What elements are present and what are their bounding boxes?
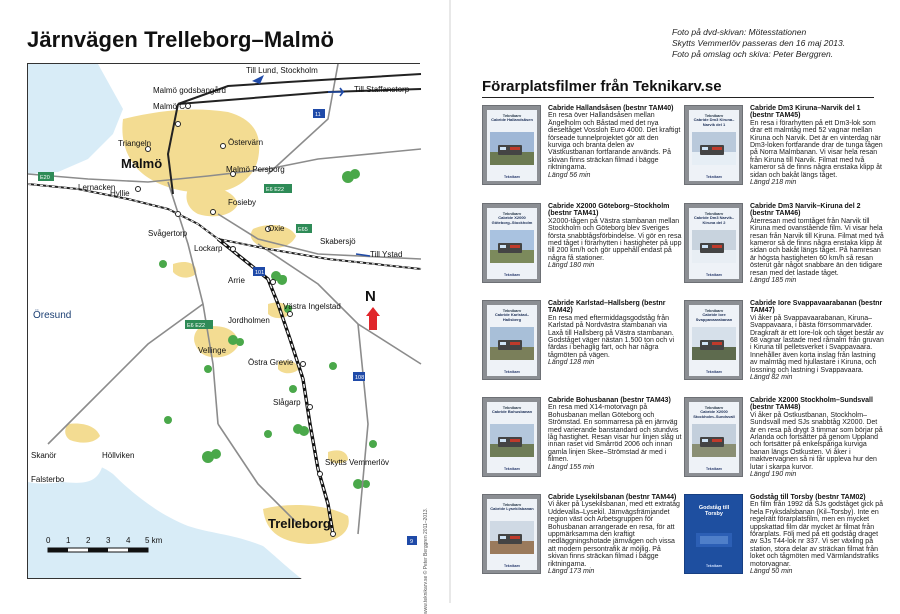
film-text <box>750 300 884 381</box>
film-title[interactable]: Godståg till Torsby (bestnr TAM02) <box>750 494 866 501</box>
label-skabersjo: Skabersjö <box>320 237 356 246</box>
dvd-cover <box>684 105 743 185</box>
film-length: Längd 155 min <box>548 463 595 471</box>
credit-line: Skytts Vemmerlöv passeras den 16 maj 2013. <box>672 38 846 48</box>
film-text <box>548 300 682 367</box>
film-title[interactable]: Cabride X2000 Göteborg–Stockholm (bestnr TAM41) <box>548 203 670 218</box>
page-title: Järnvägen Trelleborg–Malmö <box>27 27 335 52</box>
road-badge-e65: E65 <box>298 227 308 233</box>
label-persborg: Malmö Persborg <box>226 165 285 174</box>
film-description: X2000-tågen på Västra stambanan mellan Stockholm och Göteborg blev Sveriges första snabbtågsförbindelse. Vi gör en resa med tåget i förarhytten i hastigheter på upp till 200 km/h och gör uppehåll endast på några få stationer. <box>548 217 682 262</box>
film-text <box>750 203 884 284</box>
cover-title: Cabride X2000 Göteborg–Stockholm <box>491 215 533 225</box>
cover-footer: Teknikarv <box>705 175 723 179</box>
dvd-cover-art <box>689 499 739 570</box>
section-title: Förarplatsfilmer från Teknikarv.se <box>482 78 722 95</box>
film-text <box>750 494 884 575</box>
film-text <box>548 105 682 179</box>
label-oxie: Oxie <box>268 224 285 233</box>
cover-photo <box>490 327 534 360</box>
cover-footer: Teknikarv <box>705 273 723 277</box>
film-title[interactable]: Cabride Dm3 Kiruna–Narvik del 1 (bestnr TAM45) <box>750 105 861 120</box>
cover-footer: Teknikarv <box>705 467 723 471</box>
cover-brand: Teknikarv <box>704 211 724 216</box>
cover-footer: Teknikarv <box>503 273 521 277</box>
cover-brand: Teknikarv <box>704 308 724 313</box>
road-badge-e6e22-south: E6 E22 <box>187 323 206 329</box>
cover-footer: Teknikarv <box>705 564 723 568</box>
dvd-cover-art <box>689 208 739 279</box>
label-arrie: Arrie <box>228 276 245 285</box>
north-letter: N <box>365 288 376 305</box>
dvd-cover-art <box>689 110 739 181</box>
label-ostra-grevie: Östra Grevie <box>248 358 294 367</box>
film-length: Längd 185 min <box>750 277 797 285</box>
label-skanor: Skanör <box>31 451 57 460</box>
route-map <box>27 63 429 614</box>
film-description: Vi åker på Ostkustbanan, Stockholm–Sundsvall med SJs snabbtåg X2000. Det är en resa på drygt 3 timmar som börjar på Arlanda och fortsätter på genom Uppland och fortsätter på enkelspåriga kurviga banan längs Ostkusten. Vi åker i maktvervagnen så ni får uppleva hur den lutar i skarpa kurvor. <box>750 411 883 471</box>
label-lockarp: Lockarp <box>194 244 223 253</box>
cover-title: Cabride Lysekilsbanan <box>490 506 534 511</box>
page-fold <box>449 0 451 603</box>
film-item[interactable] <box>482 397 682 491</box>
north-indicator <box>362 288 384 336</box>
cover-brand: Teknikarv <box>502 502 522 507</box>
credit-line: Foto på omslag och skiva: Peter Berggren. <box>672 49 834 59</box>
dvd-cover <box>482 203 541 283</box>
film-description: En film från 1992 då SJs godståget gick på hela Fryksdalsbanan (Kil–Torsby). Inte en regelrätt förarplatsfilm, men en mycket uppskattad film där mycket är filmat från förarplats. Följ med på ett godståg draget av SJs T44-lok nr 337. Vi ser växling på station, stora delar av sträckan filmat från loket och tågmöten med Värmlandstrafiks motorvagnar. <box>750 501 884 568</box>
film-title[interactable]: Cabride Lysekilsbanan (bestnr TAM44) <box>548 494 677 501</box>
map-copyright: www.teknikarv.se © Peter Berggren 2011–2013. <box>423 507 429 614</box>
cover-title: Cabride X2000 Stockholm–Sundsvall <box>693 409 735 419</box>
film-length: Längd 128 min <box>548 359 595 367</box>
film-item[interactable] <box>482 203 682 297</box>
dvd-cover-art <box>487 110 537 181</box>
label-lernacken: Lernacken <box>78 183 116 192</box>
cover-photo <box>692 230 736 263</box>
film-item[interactable] <box>482 300 682 394</box>
film-item[interactable] <box>482 494 682 588</box>
label-jordholmen: Jordholmen <box>228 316 270 325</box>
dvd-cover <box>482 300 541 380</box>
film-length: Längd 50 min <box>750 568 793 576</box>
scale-tick-1: 1 <box>66 536 71 545</box>
scale-bar <box>42 534 172 562</box>
film-description: Vi åker på Svappavaarabanan, Kiruna–Svappavaara, i bästa förrsommarväder. Dragkraft är ett Iore-lok och tåget består av 68 vagnar lastade med råmalm från gruvan i Kiruna till pelletsverket i Svappavaara. Innehåller även korta inslag från lastning av malmtåg med hjullastare i Kiruna, och lossning och lastning i Svappavaara. <box>750 314 884 374</box>
cover-brand: Teknikarv <box>704 405 724 410</box>
cover-title: Cabride Iore Svappavaarabanan <box>695 312 733 322</box>
film-length: Längd 173 min <box>548 568 595 576</box>
dvd-cover <box>482 397 541 477</box>
cover-footer: Teknikarv <box>503 564 521 568</box>
dvd-cover-art <box>689 305 739 376</box>
film-length: Längd 180 min <box>548 262 595 270</box>
label-oresund: Öresund <box>33 310 72 321</box>
cover-footer: Teknikarv <box>503 175 521 179</box>
cover-photo <box>692 521 736 554</box>
scale-tick-4: 4 <box>126 536 131 545</box>
film-title[interactable]: Cabride Iore Svappavaarabanan (bestnr TAM47) <box>750 300 883 315</box>
label-vellinge: Vellinge <box>198 346 227 355</box>
film-description: Vi åker på Lysekilsbanan, med ett extratåg Uddevalla–Lysekil. Järnvägsfrämjandet region väst och Arbetsgruppen för Bohusbanan arrangerade en resa, för att uppmärksamma den kraftigt nedläggningshotade järnvägen och vissa att modern persontrafik är möjlig. På skivan finns sträckan filmad i bägge riktningarna. <box>548 501 680 568</box>
label-ystad: Till Ystad <box>370 250 403 259</box>
scale-tick-5: 5 km <box>145 536 163 545</box>
road-badge-e20: E20 <box>40 175 50 181</box>
cover-photo <box>490 132 534 165</box>
film-description: En resa i förarhytten på ett Dm3-lok som drar ett malmtåg med 52 vagnar mellan Kiruna och Narvik. Det är en vinterdag när Dm3-loken fortfarande drar de tunga tågen på Norra Malmbanan. Vi visar hela resan från Kiruna till Narvik. Filmat med två kameror så de finns några enstaka klipp åt sidan och bakåt längs tåget. <box>750 119 883 179</box>
label-svagertorp: Svågertorp <box>148 229 188 238</box>
label-skytts: Skytts Vemmerlöv <box>325 458 390 467</box>
cover-photo <box>692 424 736 457</box>
dvd-cover-art <box>487 305 537 376</box>
label-triangeln: Triangeln <box>118 139 152 148</box>
scale-tick-3: 3 <box>106 536 111 545</box>
dvd-cover <box>684 203 743 283</box>
dvd-cover <box>684 300 743 380</box>
film-title[interactable]: Cabride Bohusbanan (bestnr TAM43) <box>548 397 671 404</box>
film-title[interactable]: Cabride Karlstad–Hallsberg (bestnr TAM42) <box>548 300 666 315</box>
cover-title: Cabride Bohusbanan <box>491 409 533 414</box>
label-hollviken: Höllviken <box>102 451 135 460</box>
cover-footer: Teknikarv <box>503 467 521 471</box>
cover-title: Cabride Karlstad–Hallsberg <box>494 312 530 322</box>
film-description: Återresan med tomtåget från Narvik till Kiruna med ovanstående film. Vi visar hela resan från Narvik till Kiruna. Filmat med två kameror så de finns några enstaka klipp åt sidan och bakåt längs tåget. På hamresan är högsta hastigheten 60 km/h så resan österut går något snabbare än den tidigare resan med det lastade tåget. <box>750 217 884 277</box>
label-slagarp: Slågarp <box>273 398 301 407</box>
cover-photo <box>490 521 534 554</box>
dvd-cover-art <box>487 499 537 570</box>
cover-title: Cabride Dm3 Narvik–Kiruna del 2 <box>693 215 735 225</box>
film-item[interactable] <box>482 105 682 199</box>
film-text <box>548 397 682 471</box>
cover-title: Cabride Hallandsåsen <box>491 117 533 122</box>
road-badge-e6e22-north: E6 E22 <box>266 187 285 193</box>
road-badge-9: 9 <box>410 539 414 545</box>
film-description: En resa med X14-motorvagn på Bohusbanan mellan Göteborg och Strömstad. En sommarresa på en järnväg med varierande banstandard och stundvis låg hastighet. Resan visar hur linjen slåg ut innan raset vid Smårröd 2006 och innan gamla linjen Skee–Strömstad är med i filmen. <box>548 404 682 464</box>
photo-credit <box>672 27 882 60</box>
label-malmo-c: Malmö C <box>153 102 186 111</box>
scale-tick-2: 2 <box>86 536 91 545</box>
film-title[interactable]: Cabride Hallandsåsen (bestnr TAM40) <box>548 105 674 112</box>
cover-photo <box>490 230 534 263</box>
label-godsbangard: Malmö godsbangård <box>153 86 226 95</box>
dvd-cover <box>482 105 541 185</box>
film-length: Längd 190 min <box>750 471 797 479</box>
cover-brand: Teknikarv <box>502 308 522 313</box>
film-item[interactable] <box>684 203 884 297</box>
film-description: En resa med eftermiddagsgodståg från Karlstad på Nordvästra stambanan via Laxå till Hallsberg på Västra stambanan. Godståget väger nästan 1.500 ton och vi färdas i behaglig fart, och har några tågmöten på vägen. <box>548 314 675 359</box>
dvd-cover <box>684 494 743 574</box>
film-description: En resa över Hallandsåsen mellan Ängelholm och Båstad med det nya dieseltåget Vossloh Euro 4000. Det kraftigt förseade tunnelprojektet gör att den kurviga och branta delen av Västkustbanan fortfarande används. På skivan finns sträckan filmad i bägge riktningarna. <box>548 112 681 172</box>
cover-footer: Teknikarv <box>503 370 521 374</box>
dvd-cover <box>684 397 743 477</box>
road-badge-101: 101 <box>255 270 265 276</box>
film-text <box>548 494 682 575</box>
film-length: Längd 218 min <box>750 179 797 187</box>
cover-brand: Teknikarv <box>704 113 724 118</box>
dvd-cover-art <box>487 402 537 473</box>
label-ostervarn: Östervärn <box>228 138 264 147</box>
film-title[interactable]: Cabride Dm3 Narvik–Kiruna del 2 (bestnr TAM46) <box>750 203 861 218</box>
film-length: Längd 82 min <box>750 374 793 382</box>
credit-line: Foto på dvd-skivan: Mötesstationen <box>672 27 807 37</box>
film-item[interactable] <box>684 300 884 394</box>
road-badge-11: 11 <box>315 112 321 118</box>
dvd-cover-art <box>689 402 739 473</box>
cover-photo <box>692 327 736 360</box>
section-divider <box>482 97 874 98</box>
film-item[interactable] <box>684 397 884 491</box>
film-text <box>548 203 682 270</box>
film-text <box>750 105 884 186</box>
cover-title: Godståg till Torsby <box>698 505 730 517</box>
film-length: Längd 56 min <box>548 171 591 179</box>
label-trelleborg: Trelleborg <box>268 516 331 531</box>
label-staffanstorp: Till Staffanstorp <box>354 85 410 94</box>
cover-footer: Teknikarv <box>705 370 723 374</box>
film-item[interactable] <box>684 494 884 588</box>
label-malmo: Malmö <box>121 156 163 171</box>
label-hyllie: Hyllie <box>110 189 130 198</box>
north-arrow-icon <box>362 288 384 336</box>
film-title[interactable]: Cabride X2000 Stockholm–Sundsvall (bestnr TAM48) <box>750 397 873 412</box>
label-vastra-ingelstad: Västra Ingelstad <box>283 302 341 311</box>
film-item[interactable] <box>684 105 884 199</box>
label-lund: Till Lund, Stockholm <box>246 66 318 75</box>
cover-brand: Teknikarv <box>502 113 522 118</box>
label-fosieby: Fosieby <box>228 198 257 207</box>
label-falsterbo: Falsterbo <box>31 475 65 484</box>
road-badge-108: 108 <box>355 375 365 381</box>
scale-tick-0: 0 <box>46 536 51 545</box>
dvd-cover-art <box>487 208 537 279</box>
cover-title: Cabride Dm3 Kiruna–Narvik del 1 <box>693 117 735 127</box>
cover-brand: Teknikarv <box>502 405 522 410</box>
cover-brand: Teknikarv <box>502 211 522 216</box>
film-text <box>750 397 884 478</box>
dvd-cover <box>482 494 541 574</box>
cover-photo <box>490 424 534 457</box>
cover-photo <box>692 132 736 165</box>
